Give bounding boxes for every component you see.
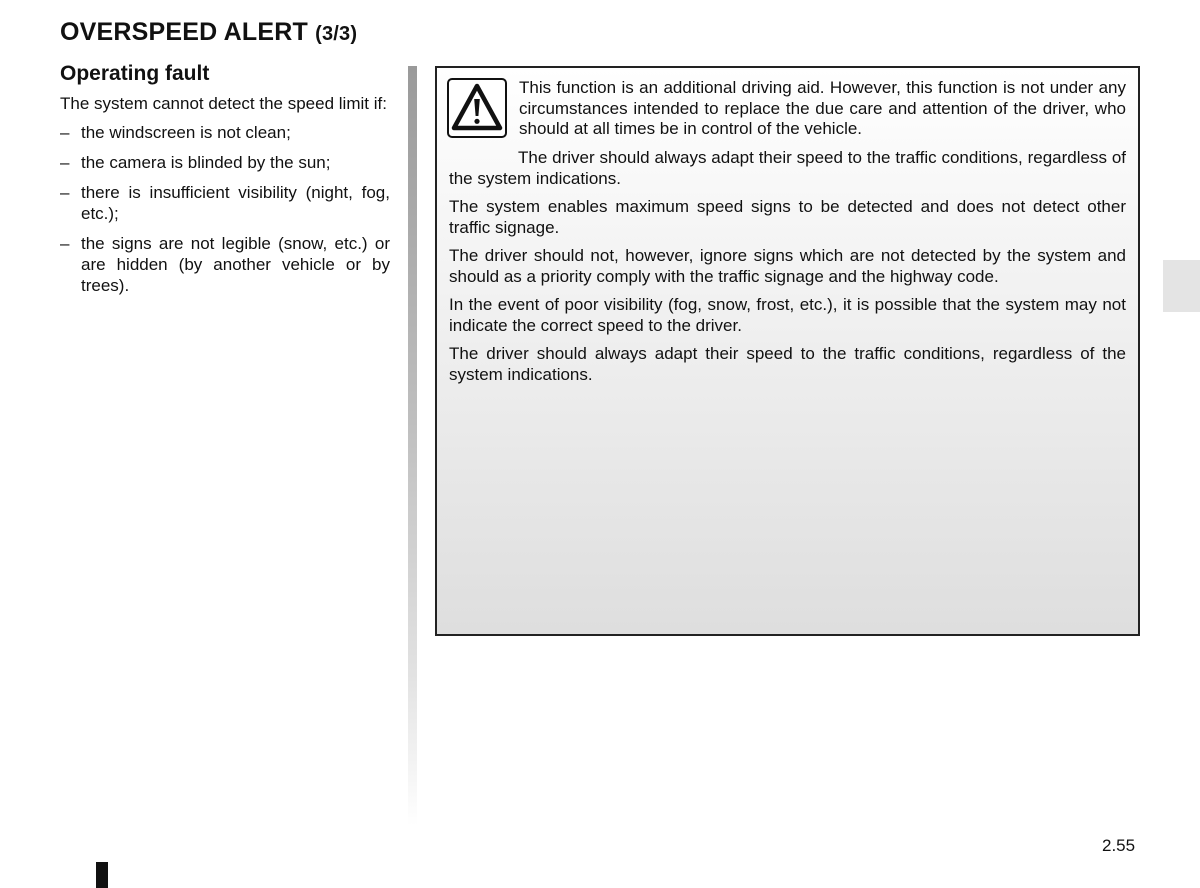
section-heading: Operating fault (60, 62, 210, 85)
list-item-text: the windscreen is not clean; (81, 123, 291, 142)
page-number: 2.55 (1102, 836, 1136, 855)
warning-triangle-icon (447, 78, 507, 138)
title-main: OVERSPEED ALERT (60, 18, 308, 46)
page-title (60, 18, 357, 47)
warning-paragraph: The system enables maximum speed signs to be detected and does not detect other traffic signage. (449, 197, 1126, 237)
list-dash: – (60, 153, 70, 172)
list-dash: – (60, 234, 70, 253)
list-item (60, 182, 390, 224)
corner-mark (96, 862, 108, 888)
warning-paragraph: The driver should not, however, ignore signs which are not detected by the system and should as a priority comply with the traffic signage and the highway code. (449, 246, 1126, 286)
list-item (60, 152, 390, 173)
warning-paragraph: The driver should always adapt their speed to the traffic conditions, regardless of the system indications. (449, 148, 1126, 188)
warning-paragraph: The driver should always adapt their speed to the traffic conditions, regardless of the system indications. (449, 344, 1126, 384)
chapter-tab (1163, 260, 1200, 312)
warning-paragraph: This function is an additional driving aid. However, this function is not under any circumstances intended to replace the due care and attention of the driver, who should at all times be in control of the vehicle. (519, 78, 1126, 138)
list-item-text: the camera is blinded by the sun; (81, 153, 331, 172)
list-item-text: there is insufficient visibility (night, fog, etc.); (81, 183, 390, 223)
fault-list (60, 122, 390, 296)
list-item (60, 233, 390, 296)
list-dash: – (60, 123, 70, 142)
column-divider (408, 66, 417, 826)
warning-paragraph: In the event of poor visibility (fog, snow, frost, etc.), it is possible that the system may not indicate the correct speed to the driver. (449, 295, 1126, 335)
list-item-text: the signs are not legible (snow, etc.) or are hidden (by another vehicle or by trees). (81, 234, 390, 295)
warning-box (435, 66, 1140, 636)
intro-text: The system cannot detect the speed limit if: (60, 94, 387, 113)
list-dash: – (60, 183, 70, 202)
title-part: (3/3) (315, 23, 358, 45)
list-item (60, 122, 390, 143)
operating-fault-section (60, 62, 390, 305)
